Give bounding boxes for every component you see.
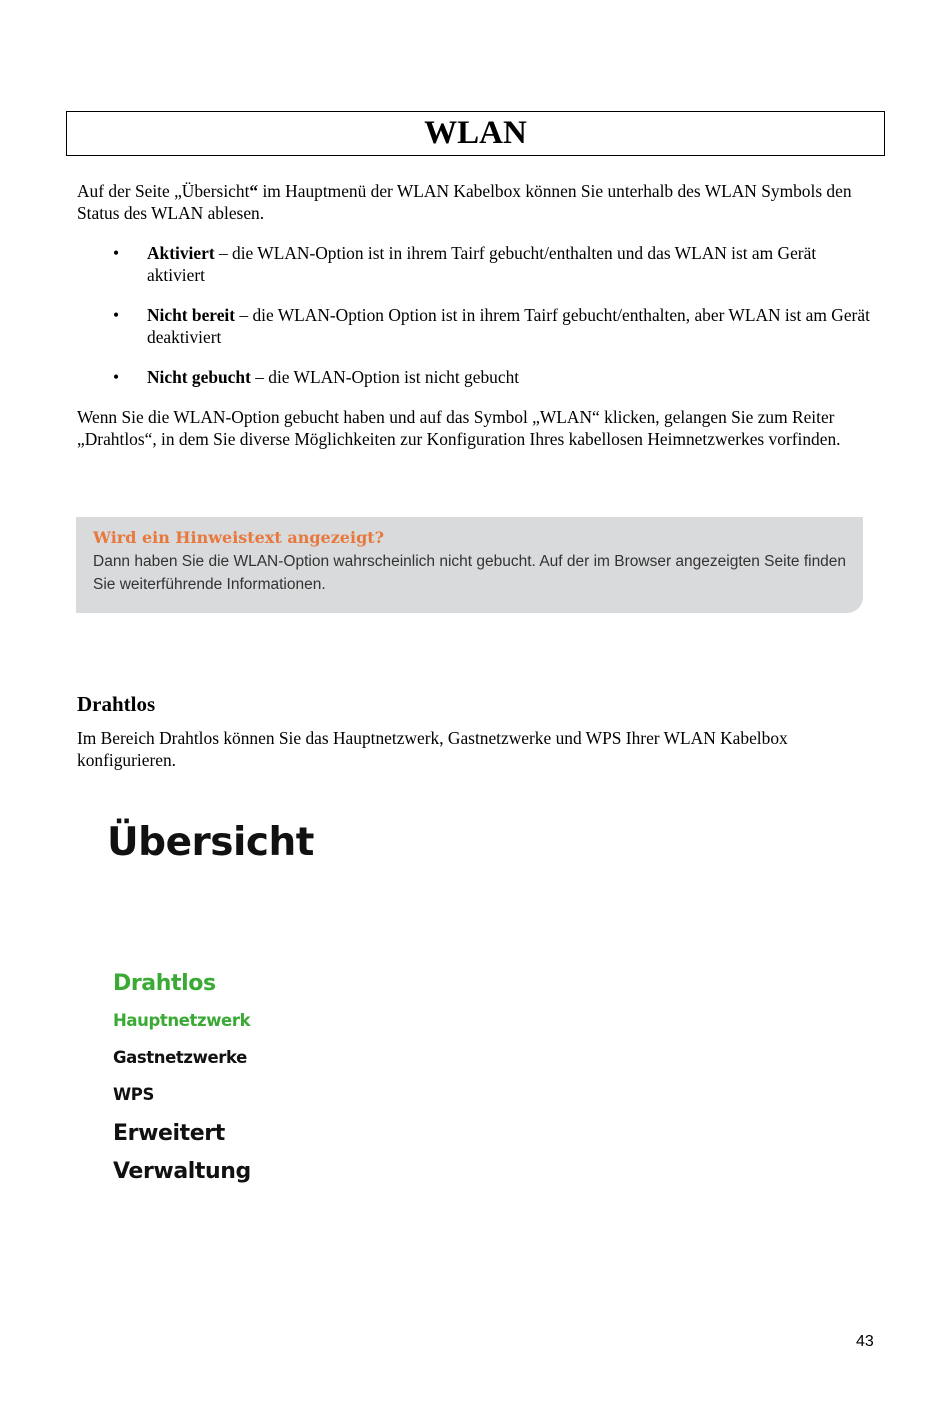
bullet-text: – die WLAN-Option ist in ihrem Tairf gebucht/enthalten und das WLAN ist am Gerät aktiviert: [147, 243, 817, 285]
menu-item-verwaltung[interactable]: Verwaltung: [113, 1159, 251, 1184]
menu-screenshot: [95, 808, 415, 1198]
menu-item-gastnetzwerke[interactable]: Gastnetzwerke: [113, 1048, 247, 1067]
bullet-dot: •: [113, 305, 120, 325]
section-heading: Drahtlos: [77, 692, 156, 716]
page-title: WLAN: [424, 115, 527, 151]
bullet-text: – die WLAN-Option Option ist in ihrem Tairf gebucht/enthalten, aber WLAN ist am Gerät deaktiviert: [147, 305, 870, 347]
intro-part2: im Hauptmenü der WLAN Kabelbox können Sie unterhalb des WLAN Symbols den Status des WLAN ablesen.: [77, 181, 852, 223]
bullet-text: – die WLAN-Option ist nicht gebucht: [250, 367, 520, 387]
bullet-dot: •: [113, 243, 120, 263]
intro-paragraph: [77, 181, 877, 224]
bullet-bold: Nicht gebucht: [147, 367, 251, 387]
intro-bold-quote: “: [249, 181, 259, 201]
bullet-bold: Aktiviert: [147, 243, 215, 263]
title-box: [66, 111, 885, 156]
menu-header-uebersicht: Übersicht: [107, 820, 314, 865]
menu-item-wps[interactable]: WPS: [113, 1085, 154, 1104]
hint-box: [76, 517, 863, 613]
hint-title: Wird ein Hinweistext angezeigt?: [93, 528, 385, 547]
intro-part1: Auf der Seite „Übersicht: [77, 181, 250, 201]
menu-item-hauptnetzwerk[interactable]: Hauptnetzwerk: [113, 1011, 251, 1030]
section-paragraph: Im Bereich Drahtlos können Sie das Hauptnetzwerk, Gastnetzwerke und WPS Ihrer WLAN Kabelbox konfigurieren.: [77, 728, 788, 770]
menu-item-erweitert[interactable]: Erweitert: [113, 1121, 225, 1146]
page-number: 43: [856, 1333, 874, 1350]
bullet-bold: Nicht bereit: [147, 305, 236, 325]
option-paragraph: Wenn Sie die WLAN-Option gebucht haben und auf das Symbol „WLAN“ klicken, gelangen Sie zum Reiter „Drahtlos“, in dem Sie diverse Möglichkeiten zur Konfiguration Ihres kabellosen Heimnetzwerkes vorfinden.: [77, 407, 841, 449]
menu-item-drahtlos[interactable]: Drahtlos: [113, 971, 216, 996]
hint-body: Dann haben Sie die WLAN-Option wahrscheinlich nicht gebucht. Auf der im Browser angezeigten Seite finden Sie weiterführende Informationen.: [93, 553, 847, 593]
bullet-dot: •: [113, 367, 120, 387]
